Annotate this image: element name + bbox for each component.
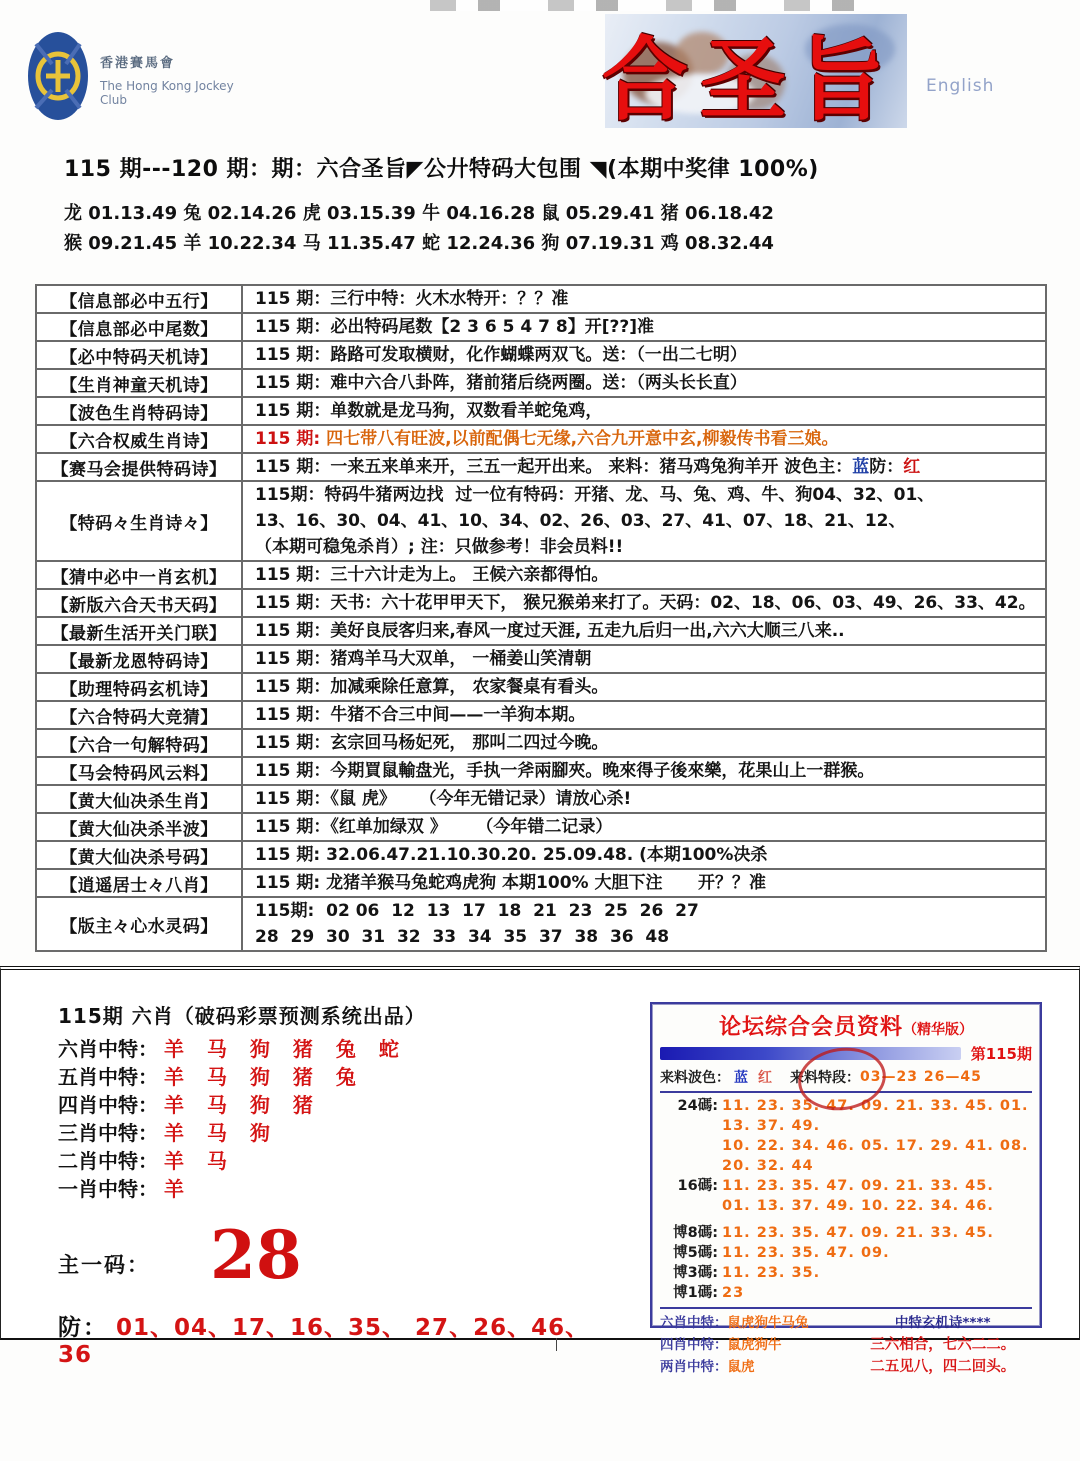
range-label: 来料特段：: [790, 1070, 860, 1086]
prediction-row: 一肖中特： 羊: [58, 1177, 192, 1201]
main-code-row: [58, 1216, 598, 1294]
row-label: 【最新生活开关门联】: [36, 617, 242, 645]
table-row: [36, 645, 1046, 673]
row-label: 【黄大仙决杀号码】: [36, 841, 242, 869]
table-row: [36, 785, 1046, 813]
prediction-row: 三肖中特： 羊 马 狗: [58, 1121, 278, 1145]
row-content: 115 期：必出特码尾数【2 3 6 5 4 7 8】开[??]准: [242, 313, 1046, 341]
row-label: 【六合权威生肖诗】: [36, 425, 242, 453]
six-zodiac-prediction-block: [58, 1000, 598, 1368]
table-row: [36, 673, 1046, 701]
row-label: 【逍遥居士々八肖】: [36, 869, 242, 897]
jockey-club-logo: [26, 30, 256, 134]
prediction-row: 四肖中特： 羊 马 狗 猪: [58, 1093, 321, 1117]
jockey-club-emblem-icon: [26, 30, 90, 122]
table-row: [36, 729, 1046, 757]
row-label: 【黄大仙决杀生肖】: [36, 785, 242, 813]
row-content: 115 期：猪鸡羊马大双单， 一桶姜山笑清朝: [242, 645, 1046, 673]
row-label: 【马会特码风云料】: [36, 757, 242, 785]
top-cutoff-artifact: [430, 0, 880, 11]
row-content: 115 期：三十六计走为上。 王候六亲都得怕。: [242, 561, 1046, 589]
panel-gradient-bar: [660, 1047, 961, 1060]
row-label: 【信息部必中尾数】: [36, 313, 242, 341]
panel-zodiac-row: 四肖中特：鼠虎狗牛: [660, 1337, 782, 1353]
wave-value: 蓝: [734, 1070, 748, 1086]
row-content: 115 期：路路可发取横财，化作蝴蝶两双飞。送：（一出二七明）: [242, 341, 1046, 369]
panel-zodiac-row: 六肖中特：鼠虎狗牛马兔: [660, 1315, 809, 1331]
logo-english-name: The Hong Kong Jockey Club: [100, 79, 234, 107]
row-content: 115 期：难中六合八卦阵，猪前猪后绕两圈。送：（两头长长直）: [242, 369, 1046, 397]
row-content: 115 期：天书：六十花甲甲天下， 猴兄猴弟来打了。天码：02、18、06、03、49、26、33、42。: [242, 589, 1046, 617]
row-label: 【版主々心水灵码】: [36, 897, 242, 951]
english-link[interactable]: English: [926, 76, 995, 96]
prediction-row: 六肖中特： 羊 马 狗 猪 兔 蛇: [58, 1037, 407, 1061]
panel-issue-number: 第115期: [970, 1045, 1032, 1063]
banner-title-calligraphy: 合圣旨: [602, 28, 896, 134]
row-label: 【特码々生肖诗々】: [36, 481, 242, 561]
row-label: 【必中特码天机诗】: [36, 341, 242, 369]
defend-numbers-row: [58, 1309, 598, 1368]
row-content: 115 期: 四七带八有旺波,以前配偶七无缘,六合九开意中玄,柳毅传书看三娘。: [242, 425, 1046, 453]
forum-member-info-panel: [650, 1002, 1042, 1375]
panel-zodiac-rows: [660, 1312, 853, 1378]
row-label: 【最新龙恩特码诗】: [36, 645, 242, 673]
code-row: 24碼: 11. 23. 35. 47. 09. 21. 33. 45. 01. 13. 37. 49. 10. 22. 34. 46. 05. 17. 29. 41. 08. 20. 32. 44: [677, 1098, 1029, 1174]
row-label: 【波色生肖特码诗】: [36, 397, 242, 425]
row-content: 115 期：《鼠 虎》 （今年无错记录）请放心杀!: [242, 785, 1046, 813]
defend-numbers: 01、04、17、16、35、 27、26、46、36: [58, 1315, 590, 1368]
row-content: 115 期：玄宗回马杨妃死， 那叫二四过今晚。: [242, 729, 1046, 757]
row-content: 115 期：今期買鼠輸盘光，手执一斧兩腳夾。晚來得子後來樂，花果山上一群猴。: [242, 757, 1046, 785]
wave-color-row: [660, 1067, 1032, 1087]
code-row: 博5碼: 11. 23. 35. 47. 09.: [673, 1245, 890, 1261]
row-content: 115 期：一来五来单来开，三五一起开出来。 来料：猪马鸡兔狗羊开 波色主：蓝防：红: [242, 453, 1046, 481]
stamp-covered-char: 红: [758, 1070, 772, 1086]
row-label: 【助理特码玄机诗】: [36, 673, 242, 701]
tips-table: [35, 284, 1047, 952]
row-content: 115 期：牛猪不合三中间——一羊狗本期。: [242, 701, 1046, 729]
mystery-poem-line2: 二五见八，四二回头。: [870, 1359, 1016, 1375]
panel-poem-column: [853, 1312, 1032, 1378]
panel-title: [660, 1010, 1032, 1041]
main-code-label: 主一码：: [58, 1253, 150, 1277]
row-label: 【生肖神童天机诗】: [36, 369, 242, 397]
table-row: [36, 341, 1046, 369]
table-row: [36, 701, 1046, 729]
table-row: [36, 897, 1046, 951]
row-content: 115期：特码牛猪两边找 过一位有特码：开猪、龙、马、兔、鸡、牛、狗04、32、01、 13、16、30、04、41、10、34、02、26、03、27、41、07、18、21、12、 （本期可稳兔杀肖）; 注：只做参考！非会员料!!: [242, 481, 1046, 561]
panel-divider-top: [660, 1091, 1032, 1093]
panel-zodiac-row: 两肖中特：鼠虎: [660, 1359, 755, 1375]
row-label: 【猜中必中一肖玄机】: [36, 561, 242, 589]
row-label: 【黄大仙决杀半波】: [36, 813, 242, 841]
row-content: 115 期：单数就是龙马狗，双数看羊蛇兔鸡，: [242, 397, 1046, 425]
row-label: 【六合一句解特码】: [36, 729, 242, 757]
code-row: 博1碼: 23: [673, 1285, 745, 1301]
code-row: 16碼: 11. 23. 35. 47. 09. 21. 33. 45. 01. 13. 37. 49. 10. 22. 34. 46.: [677, 1178, 994, 1214]
row-content: 115 期：美好良辰客归来,春风一度过天涯, 五走九后归一出,六六大顺三八来..: [242, 617, 1046, 645]
row-content: 115 期：三行中特：火木水特开：？？准: [242, 285, 1046, 313]
code-row: 博3碼: 11. 23. 35.: [673, 1265, 821, 1281]
defend-label: 防：: [58, 1315, 108, 1341]
page-title: 115 期---120 期：期：六合圣旨◤公廾特码大包围 ◥(本期中奖律 100%): [64, 157, 819, 182]
row-label: 【赛马会提供特码诗】: [36, 453, 242, 481]
wave-label: 来料波色：: [660, 1070, 730, 1086]
table-row: [36, 453, 1046, 481]
table-row: [36, 561, 1046, 589]
prediction-heading: 115期 六肖（破码彩票预测系统出品）: [58, 1004, 426, 1028]
table-row: [36, 369, 1046, 397]
table-row: [36, 425, 1046, 453]
panel-title-suffix: （精华版）: [903, 1022, 973, 1038]
prediction-row: 二肖中特： 羊 马: [58, 1149, 235, 1173]
row-label: 【新版六合天书天码】: [36, 589, 242, 617]
row-content: 115 期：加减乘除任意算， 农家餐桌有看头。: [242, 673, 1046, 701]
table-row: [36, 617, 1046, 645]
table-row: [36, 397, 1046, 425]
zodiac-numbers-line2: 猴 09.21.45 羊 10.22.34 马 11.35.47 蛇 12.24.36 狗 07.19.31 鸡 08.32.44: [64, 233, 774, 254]
panel-code-rows: [660, 1096, 1032, 1303]
panel-title-main: 论坛综合会员资料: [718, 1015, 903, 1040]
table-row: [36, 841, 1046, 869]
panel-zodiac-area: [660, 1312, 1032, 1378]
row-label: 【六合特码大竞猜】: [36, 701, 242, 729]
prediction-rows: [58, 1035, 598, 1203]
row-label: 【信息部必中五行】: [36, 285, 242, 313]
tips-table-body: [36, 285, 1046, 951]
row-content: 115期: 02 06 12 13 17 18 21 23 25 26 27 28 29 30 31 32 33 34 35 37 38 36 48: [242, 897, 1046, 951]
panel-divider-bottom: [660, 1307, 1032, 1309]
table-row: [36, 869, 1046, 897]
range-value: 03—23 26—45: [860, 1069, 982, 1085]
table-row: [36, 313, 1046, 341]
table-row: [36, 813, 1046, 841]
row-content: 115 期: 32.06.47.21.10.30.20. 25.09.48. (本期100%决杀: [242, 841, 1046, 869]
row-content: 115 期: 龙猪羊猴马兔蛇鸡虎狗 本期100% 大胆下注 开？？准: [242, 869, 1046, 897]
mystery-poem-line1: 三六相合，七六二二。: [870, 1337, 1016, 1353]
main-code-value: 28: [210, 1216, 302, 1294]
logo-chinese-name: 香港賽馬會: [100, 56, 176, 71]
code-row: 博8碼: 11. 23. 35. 47. 09. 21. 33. 45.: [673, 1225, 994, 1241]
table-row: [36, 481, 1046, 561]
table-row: [36, 589, 1046, 617]
table-row: [36, 285, 1046, 313]
prediction-row: 五肖中特： 羊 马 狗 猪 兔: [58, 1065, 364, 1089]
table-row: [36, 757, 1046, 785]
row-content: 115 期：《红单加绿双 》 （今年错二记录）: [242, 813, 1046, 841]
mystery-poem-title: 中特玄机诗****: [894, 1315, 991, 1331]
zodiac-numbers-line1: 龙 01.13.49 兔 02.14.26 虎 03.15.39 牛 04.16.28 鼠 05.29.41 猪 06.18.42: [64, 203, 774, 224]
